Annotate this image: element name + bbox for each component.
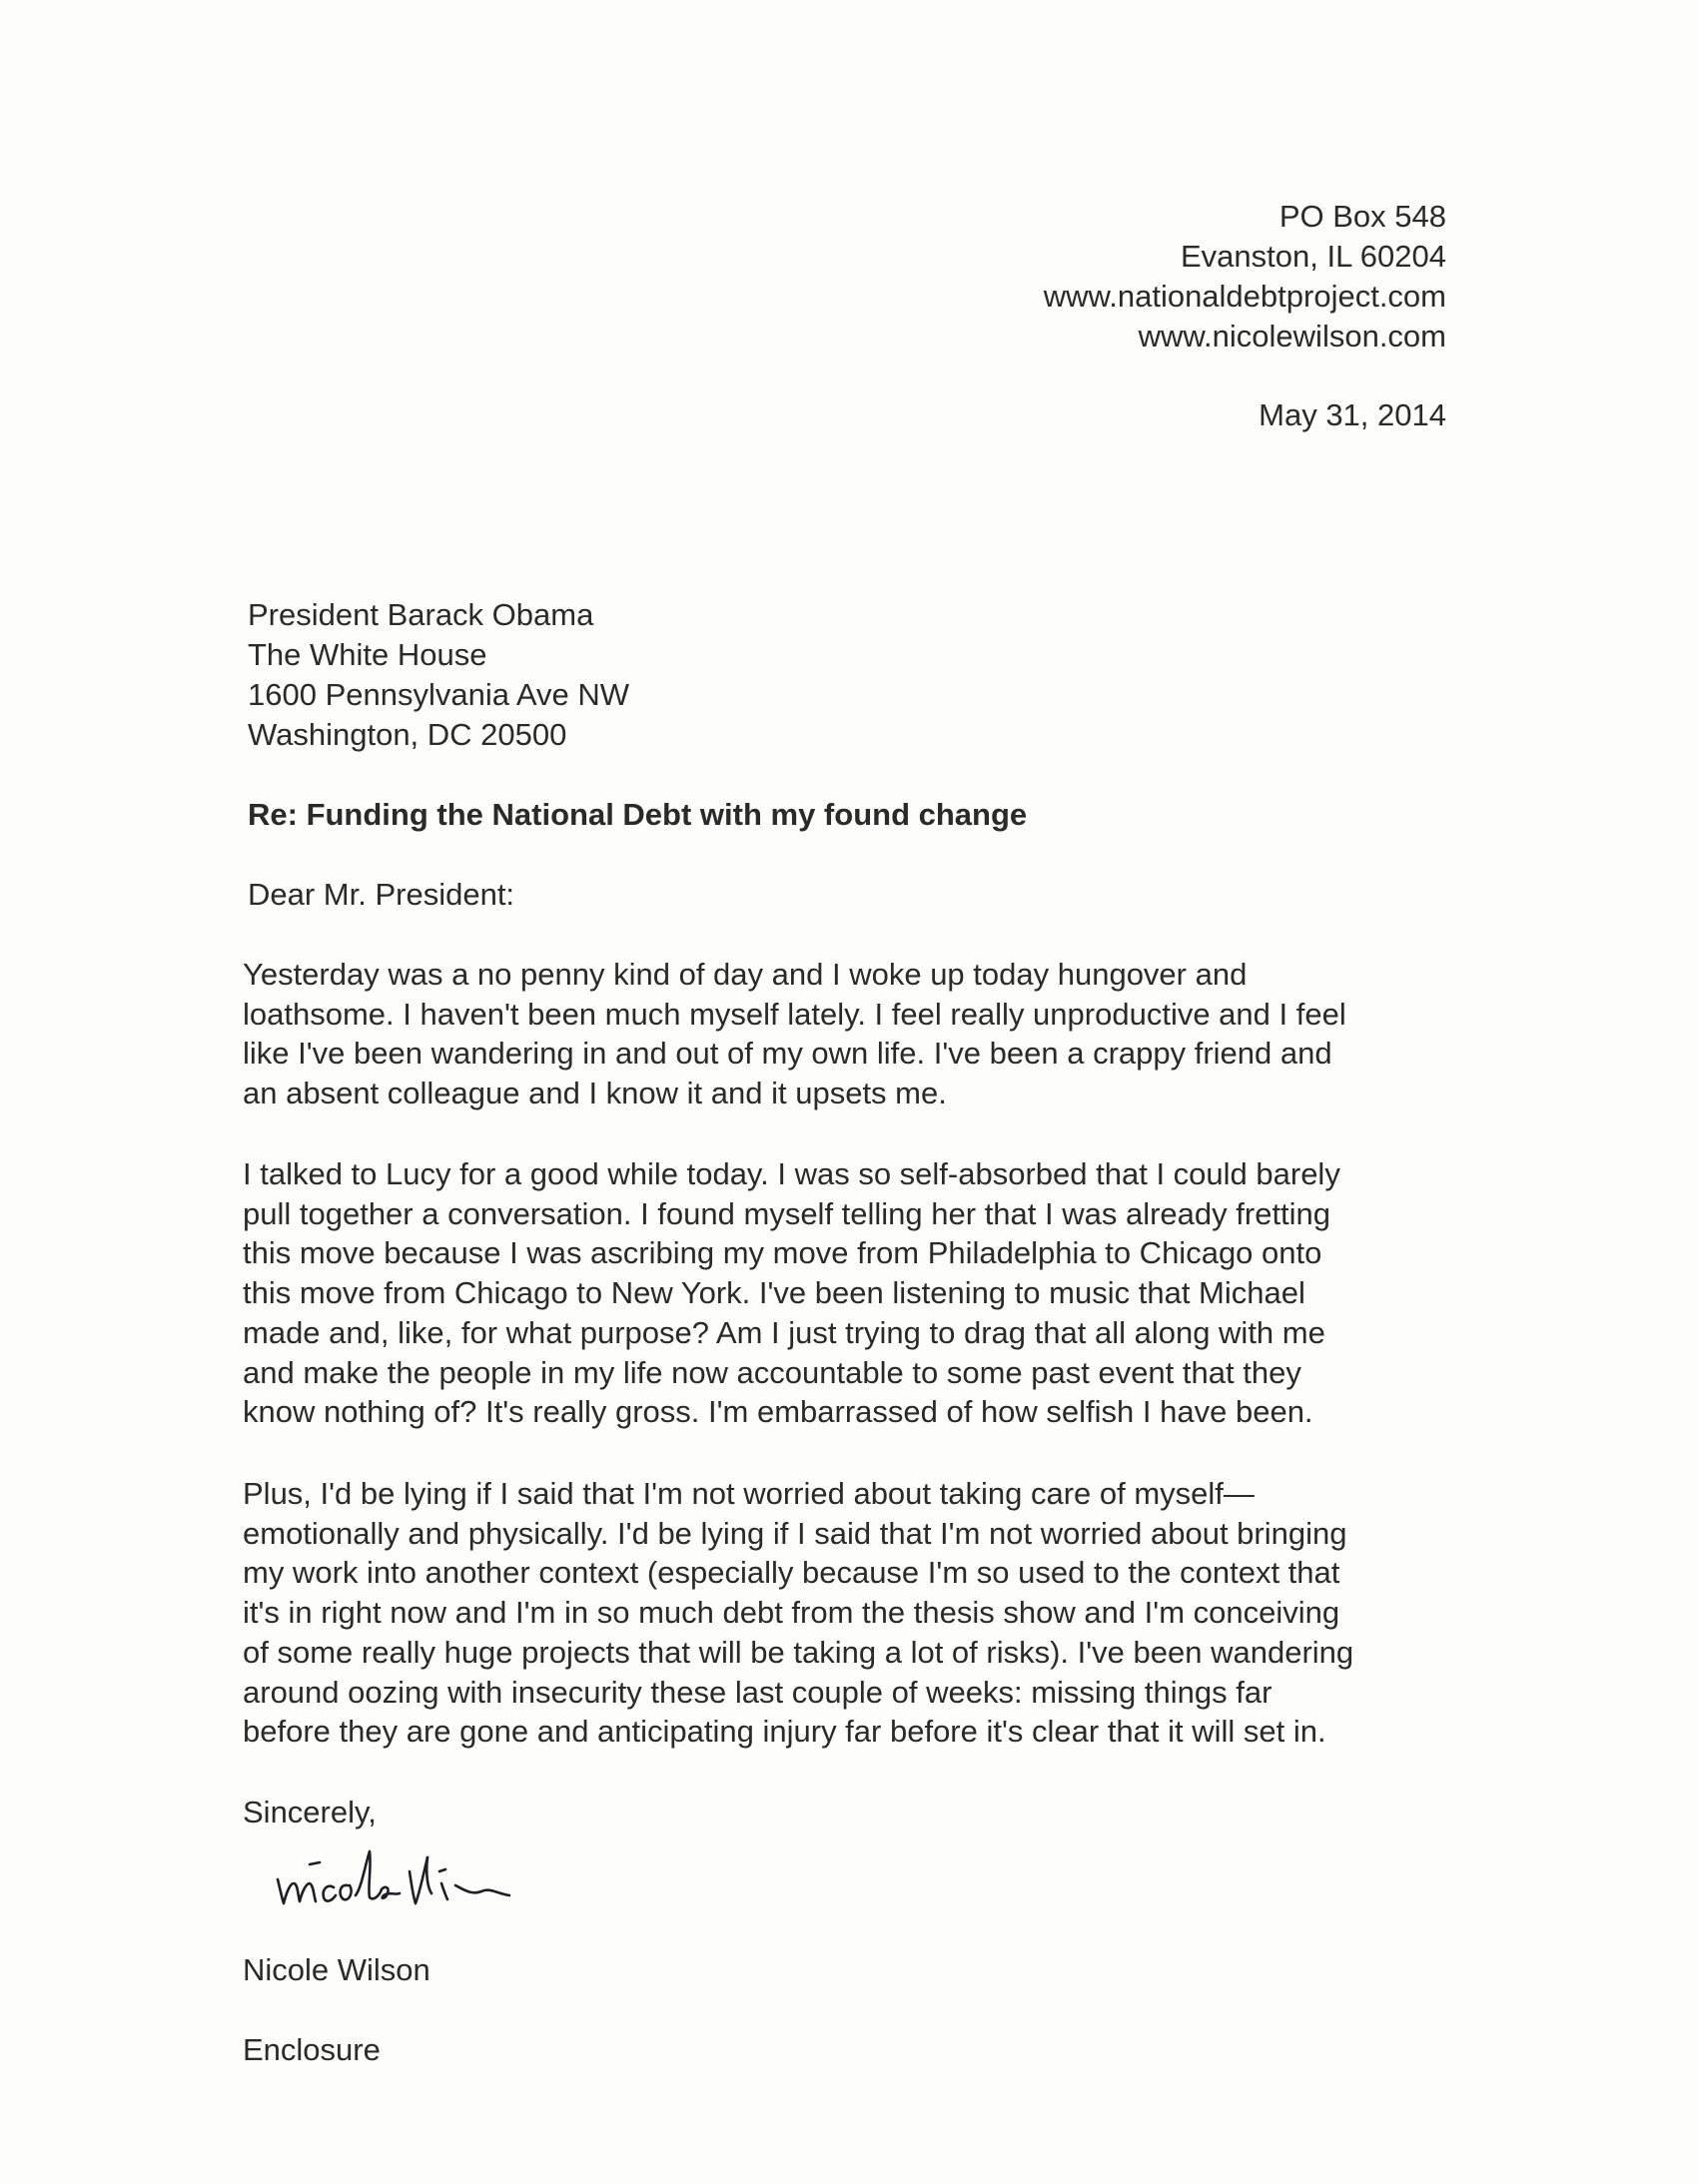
subject-line: Re: Funding the National Debt with my found change	[248, 797, 1028, 832]
body-line: know nothing of? It's really gross. I'm embarrassed of how selfish I have been.	[243, 1394, 1313, 1430]
body-line: I talked to Lucy for a good while today. I was so self-absorbed that I could barely	[243, 1156, 1340, 1191]
body-line: this move because I was ascribing my move from Philadelphia to Chicago onto	[243, 1235, 1322, 1271]
recipient-organization: The White House	[248, 637, 487, 672]
sender-website-personal: www.nicolewilson.com	[1138, 319, 1446, 354]
closing: Sincerely,	[243, 1795, 377, 1829]
body-line: before they are gone and anticipating injury far before it's clear that it will set in.	[243, 1714, 1326, 1750]
recipient-street: 1600 Pennsylvania Ave NW	[248, 677, 629, 712]
body-line: made and, like, for what purpose? Am I just trying to drag that all along with me	[243, 1314, 1325, 1350]
handwritten-signature	[270, 1837, 599, 1917]
body-line: my work into another context (especially because I'm so used to the context that	[243, 1555, 1340, 1591]
sender-po-box: PO Box 548	[1278, 199, 1446, 234]
body-line: this move from Chicago to New York. I've been listening to music that Michael	[243, 1275, 1305, 1311]
sender-address-block	[1044, 197, 1446, 357]
body-paragraph-1	[243, 955, 1451, 1113]
body-line: it's in right now and I'm in so much debt from the thesis show and I'm conceiving	[243, 1595, 1340, 1631]
body-paragraph-3	[243, 1474, 1451, 1752]
body-line: and make the people in my life now accountable to some past event that they	[243, 1354, 1301, 1390]
body-line: loathsome. I haven't been much myself lately. I feel really unproductive and I feel	[243, 996, 1346, 1032]
body-paragraph-2	[243, 1154, 1451, 1432]
body-line: an absent colleague and I know it and it upsets me.	[243, 1076, 947, 1111]
body-line: pull together a conversation. I found myself telling her that I was already fretting	[243, 1195, 1331, 1231]
body-line: emotionally and physically. I'd be lying if I said that I'm not worried about bringing	[243, 1515, 1347, 1551]
sender-city-state-zip: Evanston, IL 60204	[1181, 239, 1446, 274]
body-line: around oozing with insecurity these last couple of weeks: missing things far	[243, 1674, 1273, 1710]
sender-website-national-debt: www.nationaldebtproject.com	[1043, 279, 1446, 314]
recipient-name: President Barack Obama	[248, 597, 594, 632]
body-line: Yesterday was a no penny kind of day and I woke up today hungover and	[243, 957, 1248, 992]
body-line: of some really huge projects that will be taking a lot of risks). I've been wandering	[243, 1634, 1354, 1670]
body-line: like I've been wandering in and out of my own life. I've been a crappy friend and	[243, 1036, 1332, 1072]
enclosure-notation: Enclosure	[243, 2032, 381, 2067]
body-line: Plus, I'd be lying if I said that I'm not worried about taking care of myself—	[243, 1476, 1255, 1511]
letter-date: May 31, 2014	[1259, 397, 1446, 432]
salutation: Dear Mr. President:	[248, 877, 515, 912]
signer-name: Nicole Wilson	[243, 1952, 430, 1987]
recipient-city-state-zip: Washington, DC 20500	[248, 717, 567, 752]
recipient-address-block	[248, 595, 629, 755]
